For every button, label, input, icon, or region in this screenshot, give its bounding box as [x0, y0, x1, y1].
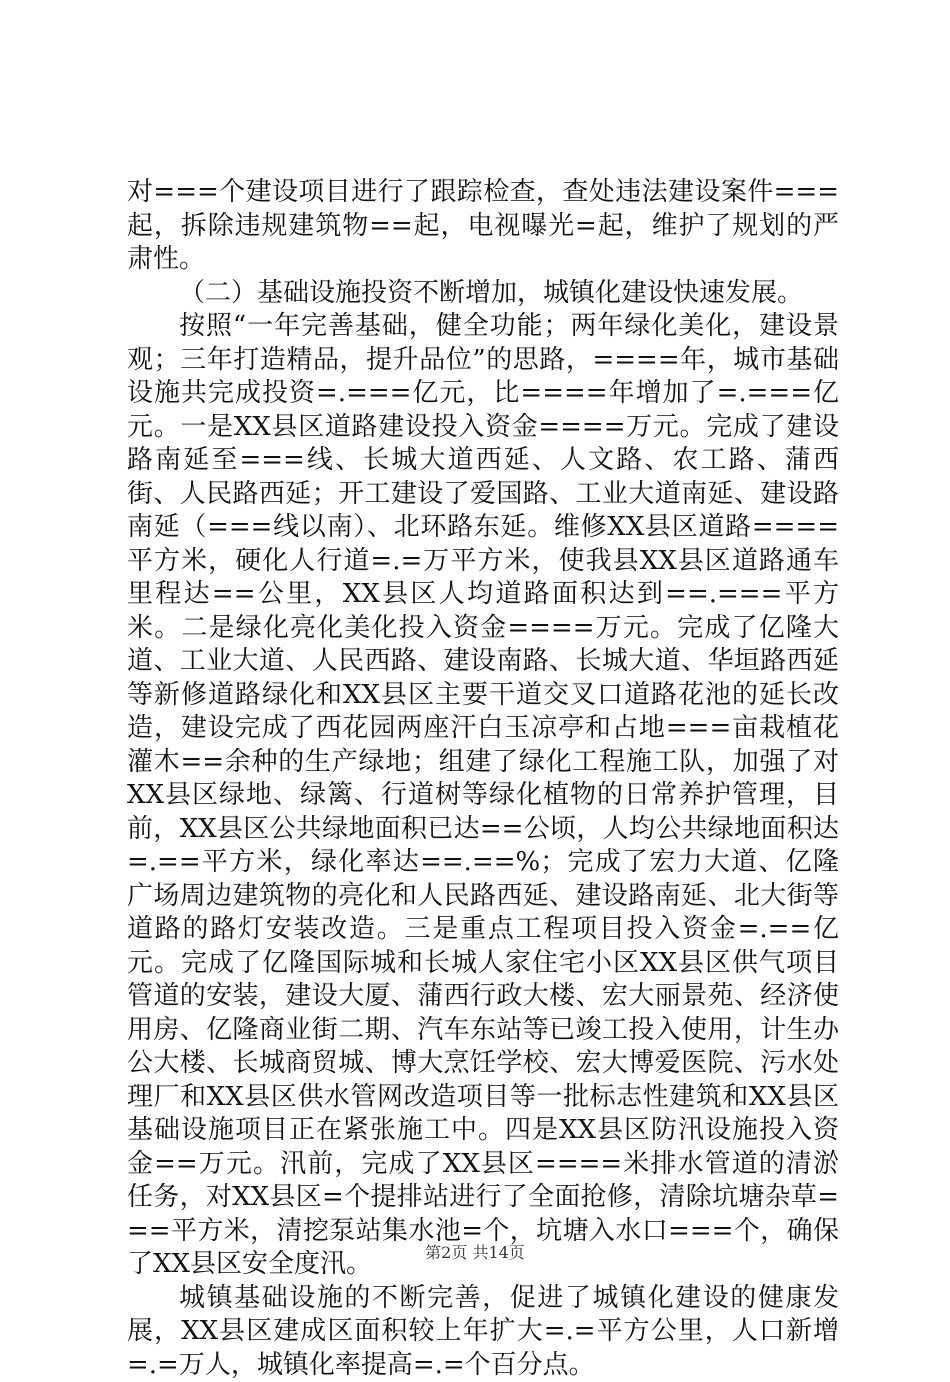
document-body	[127, 176, 839, 1382]
section-heading: （二）基础设施投资不断增加，城镇化建设快速发展。	[127, 277, 839, 311]
page-footer: 第2页 共14页	[0, 1240, 950, 1263]
paragraph-main: 按照“一年完善基础，健全功能；两年绿化美化，建设景观；三年打造精品，提升品位”的思路，====年，城市基础设施共完成投资=.===亿元，比====年增加了=.===亿元。一是XX县区道路建设投入资金====万元。完成了建设路南延至===线、长城大道西延、人文路、农工路、蒲西街、人民路西延；开工建设了爱国路、工业大道南延、建设路南延（===线以南）、北环路东延。维修XX县区道路====平方米，硬化人行道=.=万平方米，使我县XX县区道路通车里程达==公里，XX县区人均道路面积达到==.===平方米。二是绿化亮化美化投入资金====万元。完成了亿隆大道、工业大道、人民西路、建设南路、长城大道、华垣路西延等新修道路绿化和XX县区主要干道交叉口道路花池的延长改造，建设完成了西花园两座汗白玉凉亭和占地===亩栽植花灌木==余种的生产绿地；组建了绿化工程施工队，加强了对XX县区绿地、绿篱、行道树等绿化植物的日常养护管理，目前，XX县区公共绿地面积已达==公顷，人均公共绿地面积达=.==平方米，绿化率达==.==%；完成了宏力大道、亿隆广场周边建筑物的亮化和人民路西延、建设路南延、北大街等道路的路灯安装改造。三是重点工程项目投入资金=.==亿元。完成了亿隆国际城和长城人家住宅小区XX县区供气项目管道的安装，建设大厦、蒲西行政大楼、宏大丽景苑、经济使用房、亿隆商业街二期、汽车东站等已竣工投入使用，计生办公大楼、长城商贸城、博大烹饪学校、宏大博爱医院、污水处理厂和XX县区供水管网改造项目等一批标志性建筑和XX县区基础设施项目正在紧张施工中。四是XX县区防汛设施投入资金==万元。汛前，完成了XX县区====米排水管道的清淤任务，对XX县区=个提排站进行了全面抢修，清除坑塘杂草===平方米，清挖泵站集水池=个，坑塘入水口===个，确保了XX县区安全度汛。	[127, 310, 839, 1282]
paragraph-continued: 对===个建设项目进行了跟踪检查，查处违法建设案件===起，拆除违规建筑物==起，电视曝光=起，维护了规划的严肃性。	[127, 176, 839, 277]
paragraph-summary: 城镇基础设施的不断完善，促进了城镇化建设的健康发展，XX县区建成区面积较上年扩大=.=平方公里，人口新增=.=万人，城镇化率提高=.=个百分点。	[127, 1282, 839, 1382]
